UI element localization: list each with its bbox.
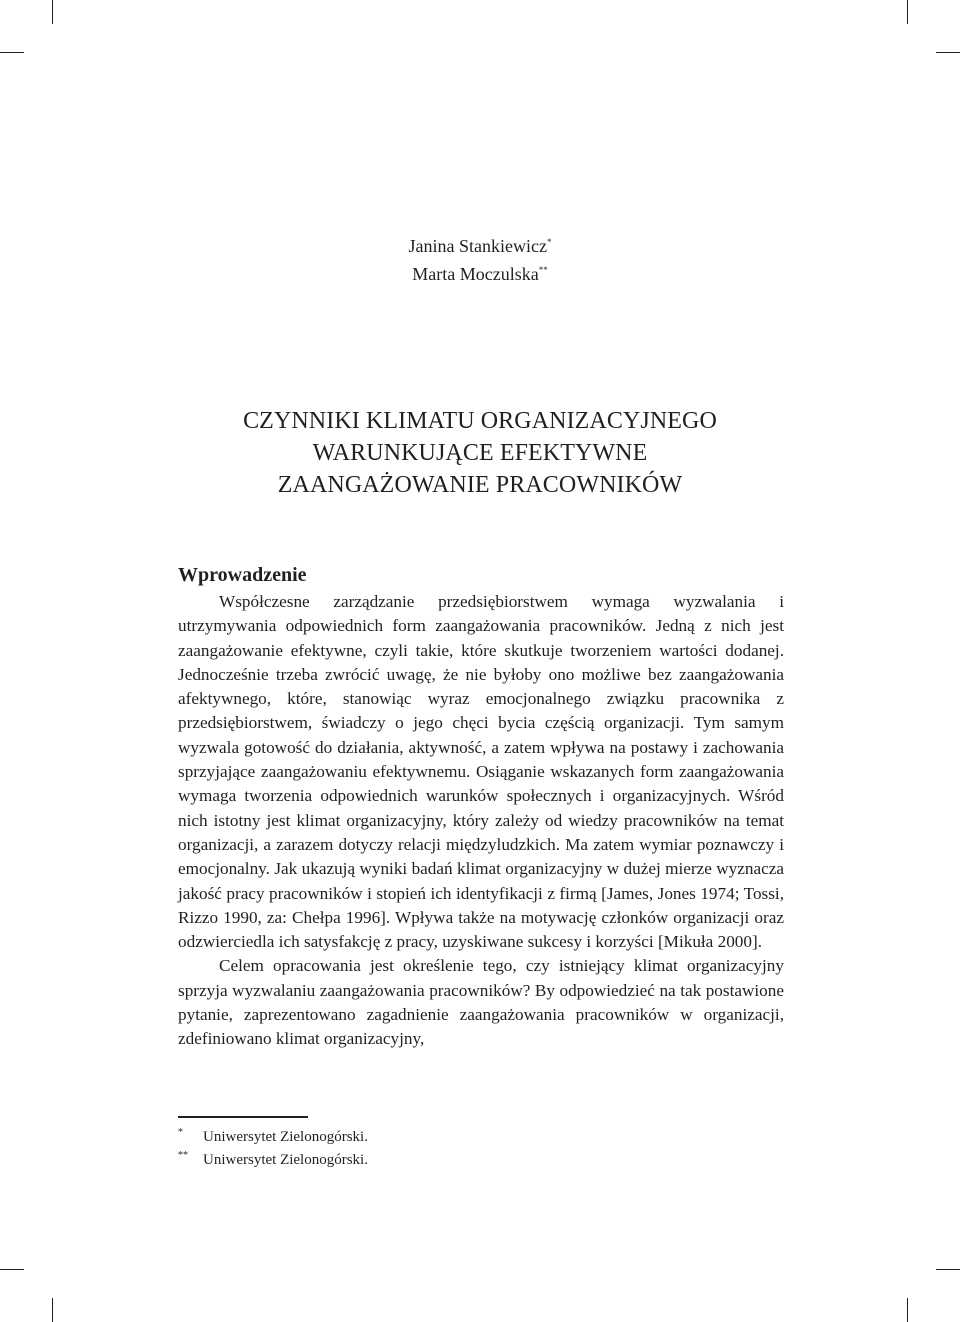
title-line: WARUNKUJĄCE EFEKTYWNE: [312, 440, 648, 466]
author-name: Janina Stankiewicz: [408, 236, 547, 256]
crop-mark-right-top: [936, 52, 960, 53]
author-name: Marta Moczulska: [412, 264, 539, 284]
crop-mark-left-bottom: [0, 1269, 24, 1270]
title-line: CZYNNIKI KLIMATU ORGANIZACYJNEGO: [243, 408, 717, 434]
footnote-separator: [178, 1116, 308, 1118]
crop-mark-top-left: [52, 0, 53, 24]
crop-mark-left-top: [0, 52, 24, 53]
author-footnote-mark: *: [546, 237, 552, 247]
author-line: [0, 232, 960, 260]
author-block: [0, 232, 960, 288]
title-line: ZAANGAŻOWANIE PRACOWNIKÓW: [277, 472, 683, 498]
footnote-text: Uniwersytet Zielonogórski.: [203, 1152, 368, 1168]
paragraph: Współczesne zarządzanie przedsiębiorstwem wymaga wyzwalania i utrzymywania odpowiednich form zaangażowania pracowników. Jedną z nich jest zaangażowanie efektywne, czyli takie, które skutkuje tworzeniem wartości dodanej. Jednocześnie trzeba zwrócić uwagę, że nie byłoby ono możliwe bez zaangażowania afektywnego, które, stanowiąc wyraz emocjonalnego związku pracownika z przedsiębiorstwem, świadczy o jego chęci bycia częścią organizacji. Tym samym wyzwala gotowość do działania, aktywność, a zatem wpływa na postawy i zachowania sprzyjające zaangażowaniu efektywnemu. Osiąganie wskazanych form zaangażowania wymaga tworzenia odpowiednich warunków społecznych i organizacyjnych. Wśród nich istotny jest klimat organizacyjny, który zależy od wiedzy pracowników na temat organizacji, a zarazem dotyczy relacji międzyludzkich. Ma zatem wymiar poznawczy i emocjonalny. Jak ukazują wyniki badań klimat organizacyjny w dużej mierze wyznacza jakość pracy pracowników i stopień ich identyfikacji z firmą [James, Jones 1974; Tossi, Rizzo 1990, za: Chełpa 1996]. Wpływa także na motywację członków organizacji oraz odzwierciedla ich satysfakcję z pracy, uzyskiwane sukcesy i korzyści [Mikuła 2000].: [178, 592, 784, 952]
section-heading: Wprowadzenie: [178, 564, 307, 586]
footnote: [178, 1149, 578, 1172]
crop-mark-bottom-right: [907, 1298, 908, 1322]
footnote: [178, 1126, 578, 1149]
footnotes: [178, 1126, 578, 1172]
crop-mark-bottom-left: [52, 1298, 53, 1322]
author-line: [0, 260, 960, 288]
footnote-mark: *: [178, 1127, 183, 1138]
crop-mark-top-right: [907, 0, 908, 24]
body-text: [178, 561, 784, 1052]
footnote-text: Uniwersytet Zielonogórski.: [203, 1129, 368, 1145]
author-footnote-mark: **: [538, 265, 548, 275]
paragraph: Celem opracowania jest określenie tego, czy istniejący klimat organizacyjny sprzyja wyzwalaniu zaangażowania pracowników? By odpowiedzieć na tak postawione pytanie, zaprezentowano zagadnienie zaangażowania pracowników w organizacji, zdefiniowano klimat organizacyjny,: [178, 956, 784, 1049]
paper-title: [0, 405, 960, 501]
footnote-mark: **: [178, 1150, 188, 1161]
crop-mark-right-bottom: [936, 1269, 960, 1270]
